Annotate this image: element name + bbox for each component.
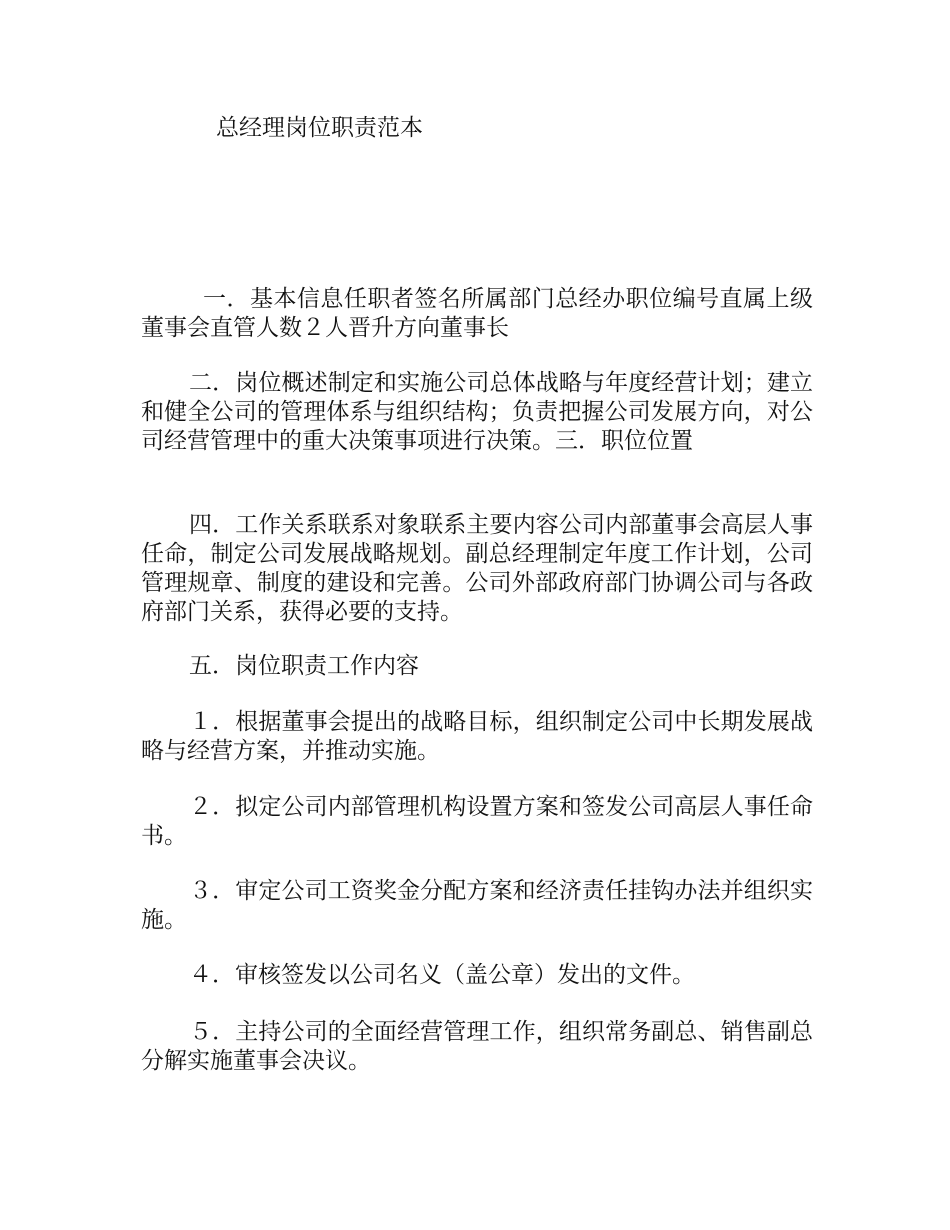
duty-item-3: ３．审定公司工资奖金分配方案和经济责任挂钩办法并组织实施。 xyxy=(141,878,813,933)
document-title: 总经理岗位职责范本 xyxy=(216,115,423,141)
duty-item-2: ２．拟定公司内部管理机构设置方案和签发公司高层人事任命书。 xyxy=(141,794,813,849)
paragraph-position-overview: 二．岗位概述制定和实施公司总体战略与年度经营计划；建立和健全公司的管理体系与组织结构；负责把握公司发展方向，对公司经营管理中的重大决策事项进行决策。三．职位位置 xyxy=(141,370,813,454)
duty-item-1: １．根据董事会提出的战略目标，组织制定公司中长期发展战略与经营方案，并推动实施。 xyxy=(141,709,813,764)
duty-item-4: ４．审核签发以公司名义（盖公章）发出的文件。 xyxy=(189,962,695,988)
paragraph-work-relations: 四．工作关系联系对象联系主要内容公司内部董事会高层人事任命，制定公司发展战略规划。副总经理制定年度工作计划，公司管理规章、制度的建设和完善。公司外部政府部门协调公司与各政府部门关系，获得必要的支持。 xyxy=(141,512,813,625)
paragraph-basic-info: 一．基本信息任职者签名所属部门总经办职位编号直属上级董事会直管人数２人晋升方向董事长 xyxy=(141,286,813,341)
section-heading-duties: 五．岗位职责工作内容 xyxy=(189,653,419,679)
duty-item-5: ５．主持公司的全面经营管理工作，组织常务副总、销售副总分解实施董事会决议。 xyxy=(141,1019,813,1074)
